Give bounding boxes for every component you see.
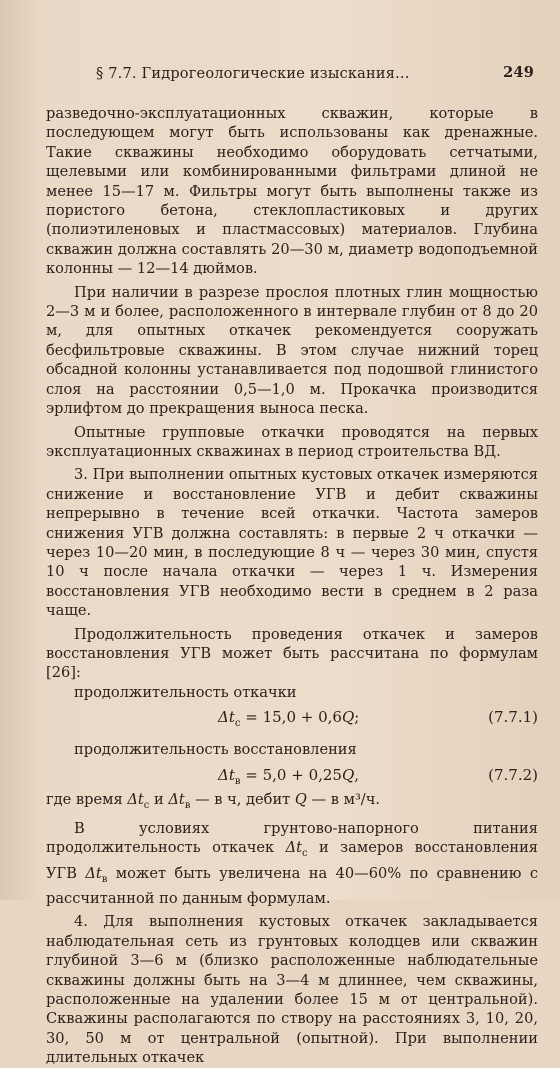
paragraph: 4. Для выполнения кустовых откачек закладывается наблюдательная сеть из грунтовых колодцев или скважин глубиной 3—6 м (близко расположенные наблюдательные скважины должны быть на 3—4 м длиннее, чем скважины, расположенные на удалении более 15 м от центральной). Скважины располагаются по створу на расстояниях 3, 10, 20, 30, 50 м от центральной (опытной). При выполнении длительных откачек [46,913,538,1067]
page-number: 249 [503,64,534,81]
paragraph: Опытные групповые откачки проводятся на первых эксплуатационных скважинах в период строительства ВД. [46,423,538,460]
paragraph: При наличии в разрезе прослоя плотных глин мощностью 2—3 м и более, расположенного в интервале глубин от 8 до 20 м, для опытных откачек рекомендуется сооружать бесфильтровые скважины. В этом случае нижний торец обсадной колонны устанавливается под подошвой глинистого слоя на расстоянии 0,5—1,0 м. Прокачка производится эрлифтом до прекращения выноса песка. [46,283,538,418]
paragraph: В условиях грунтово-напорного питания продолжительность откачек $\Delta t_с$ и замеров восстановления УГВ $\Delta t_в$ может быть увеличена на 40—60% по сравнению с рассчитанной по данным формулам. [46,819,539,907]
formula-7-7-1 [46,702,538,732]
paragraph: 3. При выполнении опытных кустовых откачек измеряются снижение и восстановление УГВ и дебит скважины непрерывно в течение всей откачки. Частота замеров снижения УГВ должна составлять: в первые 2 ч откачки — через 10—20 мин, в последующие 8 ч — через 30 мин, спустя 10 ч после начала откачки — через 1 ч. Измерения восстановления УГВ необходимо вести в среднем в 2 раза чаще. [46,466,538,620]
formula-number: (7.7.1) [488,708,538,727]
paragraph: Продолжительность проведения откачек и замеров восстановления УГВ может быть рассчитана по формулам [26]: [46,625,538,682]
formula-caption: продолжительность откачки [74,683,297,701]
formula-expression: $\Delta t_в = 5,0 + 0,25Q$, [218,765,360,787]
running-head [96,66,536,82]
formula-expression: $\Delta t_с = 15,0 + 0,6Q$; [218,708,360,730]
formula-caption: продолжительность восстановления [74,741,357,759]
body-text [46,104,538,1068]
paragraph: разведочно-эксплуатационных скважин, которые в последующем могут быть использованы как дренажные. Такие скважины необходимо оборудовать сетчатыми, щелевыми или комбинированными фильтрами длиной не менее 15—17 м. Фильтры могут быть выполнены также из пористого бетона, стеклопластиковых и других (полиэтиленовых и пластмассовых) материалов. Глубина скважин должна составлять 20—30 м, диаметр водоподъемной колонны — 12—14 дюймов. [46,105,538,278]
formula-number: (7.7.2) [488,765,538,784]
paragraph: где время $\Delta t_с$ и $\Delta t_в$ — в ч, дебит Q — в м³/ч. [46,790,381,811]
formula-7-7-2 [46,760,538,790]
section-title: § 7.7. Гидрогеологические изыскания... [96,66,410,82]
